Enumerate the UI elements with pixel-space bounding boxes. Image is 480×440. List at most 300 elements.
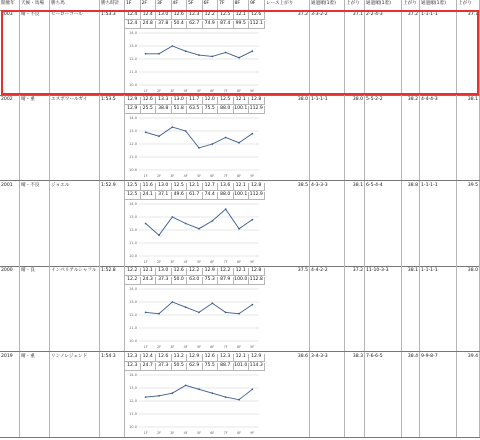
cumulative-cell[interactable]: 75.5 — [203, 363, 219, 370]
lap-cell[interactable]: 12.8 — [249, 97, 265, 104]
cumulative-cell[interactable]: 87.4 — [218, 21, 234, 28]
cumulative-cell[interactable]: 100.1 — [234, 106, 248, 111]
cell-horse[interactable]: インペリアルシャフル — [50, 266, 100, 351]
cell-pos1[interactable]: 4-3-3-3 — [310, 181, 345, 266]
header-13[interactable]: レース上がり — [265, 0, 310, 10]
cumulative-cell[interactable]: 100.1 — [234, 192, 248, 197]
lap-point — [171, 301, 173, 303]
x-tick-label: 3F — [170, 431, 175, 435]
cell-year[interactable]: 2002 — [0, 95, 20, 180]
header-lap-7[interactable]: 7F — [218, 0, 234, 10]
y-tick-label: 12.0 — [128, 228, 137, 233]
cell-up3[interactable]: 39.5 — [457, 181, 480, 266]
x-tick-label: 4F — [183, 431, 188, 435]
lap-point — [171, 216, 173, 218]
header-17[interactable]: 上がり — [402, 0, 420, 10]
y-tick-label: 12.0 — [128, 142, 137, 147]
cell-time[interactable]: 1:54.3 — [100, 352, 125, 437]
x-tick-label: 3F — [170, 345, 175, 349]
cumulative-cell[interactable]: 112.1 — [249, 21, 263, 26]
cell-pos2[interactable]: 6-5-4-4 — [365, 181, 402, 266]
x-tick-label: 4F — [183, 345, 188, 349]
cell-up2[interactable]: 37.2 — [402, 10, 420, 95]
y-tick-label: 10.0 — [128, 168, 137, 173]
lap-point — [158, 53, 160, 55]
lap-cell[interactable]: 12.5 — [218, 97, 234, 104]
cell-pos1[interactable]: 4-4-2-2 — [310, 266, 345, 351]
cumulative-cell[interactable]: 24.3 — [141, 277, 157, 284]
cell-horse[interactable]: リンノレジェンド — [50, 352, 100, 437]
lap-point — [145, 53, 147, 55]
cell-year[interactable]: 2003 — [0, 10, 20, 95]
cumulative-row — [125, 190, 265, 200]
lap-point — [238, 228, 240, 230]
lap-point — [145, 312, 147, 314]
x-tick-label: 6F — [210, 345, 215, 349]
cell-pos3[interactable]: 1-1-1-1 — [420, 10, 457, 95]
lap-cell[interactable]: 12.6 — [172, 268, 188, 275]
cumulative-cell[interactable]: 49.6 — [172, 192, 188, 199]
cumulative-cell[interactable]: 63.5 — [187, 106, 203, 113]
cell-up3[interactable]: 38.0 — [457, 266, 480, 351]
header-1[interactable]: 天候・馬場 — [20, 0, 50, 10]
x-tick-label: 1F — [143, 431, 148, 435]
cell-up3[interactable]: 38.1 — [457, 95, 480, 180]
cumulative-cell[interactable]: 12.3 — [125, 363, 141, 370]
lap-chart[interactable] — [125, 114, 265, 180]
cell-year[interactable]: 2019 — [0, 352, 20, 437]
lap-point — [211, 302, 213, 304]
lap-point — [198, 147, 200, 149]
y-tick-label: 14.0 — [128, 31, 137, 36]
lap-point — [198, 312, 200, 314]
lap-cell[interactable]: 13.2 — [172, 354, 188, 361]
header-2[interactable]: 勝ち馬 — [50, 0, 100, 10]
lap-point — [225, 52, 227, 54]
y-tick-label: 14.0 — [128, 116, 137, 121]
lap-point — [185, 306, 187, 308]
lap-point — [225, 312, 227, 314]
y-tick-label: 12.0 — [128, 399, 137, 404]
y-tick-label: 11.0 — [128, 155, 137, 160]
cumulative-cell[interactable]: 51.8 — [172, 106, 188, 113]
lap-point — [171, 126, 173, 128]
x-tick-label: 5F — [196, 345, 202, 349]
lap-series-line — [146, 209, 253, 235]
y-tick-label: 13.0 — [128, 386, 137, 391]
x-tick-label: 1F — [143, 345, 148, 349]
y-tick-label: 11.0 — [128, 241, 137, 246]
lap-point — [251, 50, 253, 52]
lap-point — [238, 57, 240, 59]
lap-point — [211, 220, 213, 222]
lap-point — [238, 142, 240, 144]
cumulative-cell[interactable]: 37.1 — [156, 192, 172, 199]
lap-cell[interactable]: 12.6 — [156, 354, 172, 361]
header-0[interactable]: 開催年 — [0, 0, 20, 10]
y-tick-label: 11.0 — [128, 326, 137, 331]
cumulative-cell[interactable]: 112.9 — [249, 192, 263, 197]
cell-weather[interactable]: 晴・重 — [20, 95, 50, 180]
cell-weather[interactable]: 晴・重 — [20, 352, 50, 437]
header-lap-2[interactable]: 2F — [141, 0, 157, 10]
cumulative-cell[interactable]: 87.9 — [218, 277, 234, 284]
cell-weather[interactable]: 晴・不良 — [20, 181, 50, 266]
lap-point — [145, 223, 147, 225]
x-tick-label: 4F — [183, 89, 188, 93]
y-tick-label: 14.0 — [128, 373, 137, 378]
cumulative-cell[interactable]: 88.0 — [218, 106, 234, 113]
lap-cell[interactable]: 12.9 — [187, 354, 203, 361]
header-lap-6[interactable]: 6F — [203, 0, 219, 10]
header-lap-8[interactable]: 8F — [234, 0, 250, 10]
cumulative-cell[interactable]: 24.7 — [141, 363, 157, 370]
x-tick-label: 2F — [156, 431, 162, 435]
cumulative-cell[interactable]: 24.8 — [141, 21, 157, 28]
x-tick-label: 3F — [170, 174, 175, 178]
lap-cell[interactable]: 12.3 — [125, 354, 141, 361]
lap-cell[interactable]: 13.0 — [156, 12, 172, 19]
lap-point — [198, 228, 200, 230]
lap-chart[interactable] — [125, 29, 265, 95]
race-row — [0, 181, 480, 267]
cumulative-cell[interactable]: 99.5 — [234, 21, 250, 28]
x-tick-label: 6F — [210, 431, 215, 435]
lap-point — [158, 395, 160, 397]
cell-up1[interactable]: 38.3 — [345, 352, 365, 437]
y-tick-label: 14.0 — [128, 202, 137, 207]
cell-time[interactable]: 1:53.5 — [100, 95, 125, 180]
race-row — [0, 95, 480, 181]
cumulative-cell[interactable]: 50.5 — [172, 363, 188, 370]
x-tick-label: 5F — [196, 260, 202, 264]
y-tick-label: 13.0 — [128, 129, 137, 134]
cumulative-cell[interactable]: 24.1 — [141, 192, 157, 199]
cumulative-cell[interactable]: 74.9 — [203, 21, 219, 28]
lap-point — [251, 304, 253, 306]
y-tick-label: 10.0 — [128, 254, 137, 259]
x-tick-label: 8F — [236, 174, 242, 178]
lap-point — [211, 56, 213, 58]
cell-time[interactable]: 1:52.8 — [100, 266, 125, 351]
lap-cell[interactable]: 12.9 — [125, 97, 141, 104]
cumulative-cell[interactable]: 12.5 — [125, 192, 141, 199]
x-tick-label: 7F — [223, 174, 228, 178]
x-tick-label: 2F — [156, 345, 162, 349]
lap-cell[interactable]: 12.4 — [141, 354, 157, 361]
lap-series-line — [146, 127, 253, 148]
lap-chart-svg — [125, 371, 265, 437]
cumulative-cell[interactable]: 12.9 — [125, 106, 141, 113]
cell-up3[interactable]: 39.4 — [457, 352, 480, 437]
header-lap-3[interactable]: 3F — [156, 0, 172, 10]
lap-cell[interactable]: 12.2 — [203, 12, 219, 19]
cell-up2[interactable]: 38.2 — [402, 95, 420, 180]
lap-cell[interactable]: 12.1 — [234, 183, 250, 190]
lap-cell[interactable]: 12.5 — [125, 183, 141, 190]
lap-cell[interactable]: 13.6 — [218, 183, 234, 190]
y-tick-label: 14.0 — [128, 287, 137, 292]
cell-year[interactable]: 2000 — [0, 266, 20, 351]
cumulative-cell[interactable]: 88.7 — [218, 363, 234, 370]
lap-cell[interactable]: 12.1 — [234, 97, 250, 104]
lap-chart-svg — [125, 29, 265, 95]
x-tick-label: 9F — [250, 174, 255, 178]
x-tick-label: 8F — [236, 260, 242, 264]
lap-cell[interactable]: 12.2 — [125, 268, 141, 275]
y-tick-label: 12.0 — [128, 57, 137, 62]
cell-pos1[interactable]: 1-1-1-1 — [310, 95, 345, 180]
lap-chart-svg — [125, 200, 265, 266]
y-tick-label: 10.0 — [128, 83, 137, 88]
x-tick-label: 2F — [156, 260, 162, 264]
x-tick-label: 5F — [196, 89, 202, 93]
cumulative-cell[interactable]: 114.3 — [249, 363, 263, 368]
lap-cell[interactable]: 12.3 — [218, 354, 234, 361]
lap-cell[interactable]: 13.0 — [172, 97, 188, 104]
lap-chart[interactable] — [125, 285, 265, 351]
lap-cell[interactable]: 12.6 — [203, 354, 219, 361]
cell-finish[interactable]: 38.5 — [265, 181, 310, 266]
x-tick-label: 3F — [170, 89, 175, 93]
cell-up2[interactable]: 38.1 — [402, 266, 420, 351]
lap-point — [251, 133, 253, 135]
cell-up3[interactable]: 37.7 — [457, 10, 480, 95]
lap-cell[interactable]: 11.6 — [141, 183, 157, 190]
cell-pos2[interactable]: 2-2-4-3 — [365, 10, 402, 95]
x-tick-label: 9F — [250, 260, 255, 264]
cumulative-cell[interactable]: 61.7 — [187, 192, 203, 199]
x-tick-label: 5F — [196, 431, 202, 435]
lap-cell[interactable]: 12.4 — [141, 12, 157, 19]
lap-point — [185, 385, 187, 387]
lap-cell[interactable]: 12.1 — [234, 354, 250, 361]
cumulative-cell[interactable]: 50.4 — [172, 21, 188, 28]
x-tick-label: 2F — [156, 174, 162, 178]
lap-cell[interactable]: 12.9 — [249, 354, 265, 361]
header-lap-1[interactable]: 1F — [125, 0, 141, 10]
cumulative-cell[interactable]: 37.3 — [156, 363, 172, 370]
cell-finish[interactable]: 38.6 — [265, 352, 310, 437]
cumulative-row — [125, 361, 265, 371]
cell-horse[interactable]: ジョエル — [50, 181, 100, 266]
lap-point — [145, 131, 147, 133]
cell-pos3[interactable]: 1-1-1-1 — [420, 266, 457, 351]
cumulative-cell[interactable]: 75.5 — [203, 106, 219, 113]
lap-point — [251, 388, 253, 390]
lap-point — [185, 50, 187, 52]
lap-point — [185, 130, 187, 132]
x-tick-label: 7F — [223, 345, 228, 349]
x-tick-label: 6F — [210, 89, 215, 93]
x-tick-label: 9F — [250, 89, 255, 93]
cumulative-cell[interactable]: 112.9 — [249, 106, 263, 111]
cumulative-cell[interactable]: 12.4 — [125, 21, 141, 28]
lap-point — [185, 223, 187, 225]
lap-cell[interactable]: 12.1 — [234, 268, 250, 275]
lap-cell[interactable]: 12.4 — [125, 12, 141, 19]
cell-up1[interactable]: 38.0 — [345, 95, 365, 180]
lap-cell[interactable]: 12.8 — [249, 183, 265, 190]
x-tick-label: 3F — [170, 260, 175, 264]
lap-cell[interactable]: 12.5 — [218, 12, 234, 19]
cell-up2[interactable]: 38.8 — [402, 181, 420, 266]
lap-chart[interactable] — [125, 371, 265, 437]
x-tick-label: 4F — [183, 260, 188, 264]
lap-cell[interactable]: 13.0 — [156, 268, 172, 275]
cumulative-cell[interactable]: 75.3 — [203, 277, 219, 284]
cumulative-cell[interactable]: 37.8 — [156, 21, 172, 28]
lap-point — [171, 45, 173, 47]
race-row — [0, 352, 480, 438]
cell-up2[interactable]: 38.4 — [402, 352, 420, 437]
x-tick-label: 1F — [143, 260, 148, 264]
cumulative-row — [125, 104, 265, 114]
cell-finish[interactable]: 37.5 — [265, 266, 310, 351]
race-row — [0, 266, 480, 352]
lap-point — [198, 54, 200, 56]
lap-chart-svg — [125, 114, 265, 180]
cell-horse[interactable]: エスポワールガイ — [50, 95, 100, 180]
cumulative-row — [125, 19, 265, 29]
lap-cell[interactable]: 12.1 — [234, 12, 250, 19]
cell-up1[interactable]: 38.1 — [345, 181, 365, 266]
lap-point — [171, 392, 173, 394]
lap-series-line — [146, 385, 253, 399]
cell-pos2[interactable]: 11-10-3-3 — [365, 266, 402, 351]
y-tick-label: 12.0 — [128, 313, 137, 318]
header-15[interactable]: 上がり — [345, 0, 365, 10]
lap-cell[interactable]: 12.1 — [187, 183, 203, 190]
lap-cell[interactable]: 12.9 — [203, 268, 219, 275]
lap-cell[interactable]: 12.8 — [249, 268, 265, 275]
y-tick-label: 10.0 — [128, 339, 137, 344]
cell-up1[interactable]: 37.1 — [345, 10, 365, 95]
y-tick-label: 11.0 — [128, 412, 137, 417]
race-row — [0, 10, 480, 96]
x-tick-label: 8F — [236, 345, 242, 349]
x-tick-label: 2F — [156, 89, 162, 93]
lap-cell[interactable]: 12.6 — [172, 12, 188, 19]
cell-finish[interactable]: 38.0 — [265, 95, 310, 180]
cumulative-cell[interactable]: 62.9 — [187, 363, 203, 370]
cumulative-cell[interactable]: 112.8 — [249, 277, 263, 282]
x-tick-label: 7F — [223, 260, 228, 264]
cell-pos3[interactable]: 1-1-1-1 — [420, 181, 457, 266]
lap-point — [158, 135, 160, 137]
lap-point — [251, 219, 253, 221]
lap-cell[interactable]: 13.0 — [156, 183, 172, 190]
lap-cell[interactable]: 13.3 — [156, 97, 172, 104]
cumulative-cell[interactable]: 12.2 — [125, 277, 141, 284]
cell-time[interactable]: 1:52.9 — [100, 181, 125, 266]
lap-point — [158, 234, 160, 236]
x-tick-label: 9F — [250, 431, 255, 435]
cell-weather[interactable]: 晴・不良 — [20, 10, 50, 95]
header-14[interactable]: 通過順(1着) — [310, 0, 345, 10]
x-tick-label: 7F — [223, 89, 228, 93]
x-tick-label: 9F — [250, 345, 255, 349]
x-tick-label: 8F — [236, 431, 242, 435]
header-16[interactable]: 通過順(1着) — [365, 0, 402, 10]
lap-chart-svg — [125, 285, 265, 351]
cumulative-cell[interactable]: 38.8 — [156, 106, 172, 113]
cumulative-cell[interactable]: 88.0 — [218, 192, 234, 199]
cell-weather[interactable]: 晴・良 — [20, 266, 50, 351]
lap-cell[interactable]: 12.2 — [218, 268, 234, 275]
lap-point — [145, 396, 147, 398]
cell-pos3[interactable]: 9-9-8-7 — [420, 352, 457, 437]
x-tick-label: 1F — [143, 89, 148, 93]
header-19[interactable]: 上がり — [457, 0, 480, 10]
lap-point — [225, 396, 227, 398]
cell-up1[interactable]: 37.2 — [345, 266, 365, 351]
cell-pos2[interactable]: 5-5-2-2 — [365, 95, 402, 180]
lap-point — [225, 208, 227, 210]
cell-pos3[interactable]: 4-4-4-3 — [420, 95, 457, 180]
lap-cell[interactable]: 11.7 — [187, 97, 203, 104]
cumulative-cell[interactable]: 50.0 — [172, 277, 188, 284]
lap-point — [198, 388, 200, 390]
x-tick-label: 7F — [223, 431, 228, 435]
cell-pos1[interactable]: 3-4-3-3 — [310, 352, 345, 437]
cumulative-cell[interactable]: 62.7 — [187, 21, 203, 28]
cumulative-cell[interactable]: 63.0 — [187, 277, 203, 284]
lap-cell[interactable]: 12.7 — [203, 183, 219, 190]
lap-cell[interactable]: 12.1 — [141, 268, 157, 275]
lap-cell[interactable]: 12.2 — [187, 268, 203, 275]
header-lap-9[interactable]: 9F — [249, 0, 265, 10]
x-tick-label: 6F — [210, 260, 215, 264]
x-tick-label: 5F — [196, 174, 202, 178]
header-lap-5[interactable]: 5F — [187, 0, 203, 10]
cumulative-cell[interactable]: 74.4 — [203, 192, 219, 199]
x-tick-label: 8F — [236, 89, 242, 93]
cell-year[interactable]: 2001 — [0, 181, 20, 266]
cell-horse[interactable]: ヒーローコール — [50, 10, 100, 95]
cumulative-cell[interactable]: 37.3 — [156, 277, 172, 284]
header-18[interactable]: 通過順(1着) — [420, 0, 457, 10]
cumulative-cell[interactable]: 101.0 — [234, 363, 248, 368]
cumulative-cell[interactable]: 100.0 — [234, 277, 248, 282]
header-3[interactable]: 勝ち時計 — [100, 0, 125, 10]
lap-cell[interactable]: 12.6 — [249, 12, 265, 19]
lap-cell[interactable]: 12.0 — [203, 97, 219, 104]
lap-cell[interactable]: 12.6 — [141, 97, 157, 104]
lap-point — [211, 143, 213, 145]
x-tick-label: 4F — [183, 174, 188, 178]
cell-finish[interactable]: 37.2 — [265, 10, 310, 95]
cell-time[interactable]: 1:53.3 — [100, 10, 125, 95]
lap-cell[interactable]: 12.3 — [187, 12, 203, 19]
x-tick-label: 6F — [210, 174, 215, 178]
lap-point — [211, 392, 213, 394]
lap-point — [225, 137, 227, 139]
cumulative-cell[interactable]: 25.5 — [141, 106, 157, 113]
y-tick-label: 13.0 — [128, 44, 137, 49]
lap-chart[interactable] — [125, 200, 265, 266]
cell-pos2[interactable]: 7-6-6-5 — [365, 352, 402, 437]
lap-point — [158, 313, 160, 315]
cell-pos1[interactable]: 3-3-2-2 — [310, 10, 345, 95]
y-tick-label: 11.0 — [128, 70, 137, 75]
cumulative-row — [125, 275, 265, 285]
lap-point — [238, 399, 240, 401]
lap-point — [238, 313, 240, 315]
header-lap-4[interactable]: 4F — [172, 0, 188, 10]
x-tick-label: 1F — [143, 174, 148, 178]
lap-cell[interactable]: 12.5 — [172, 183, 188, 190]
